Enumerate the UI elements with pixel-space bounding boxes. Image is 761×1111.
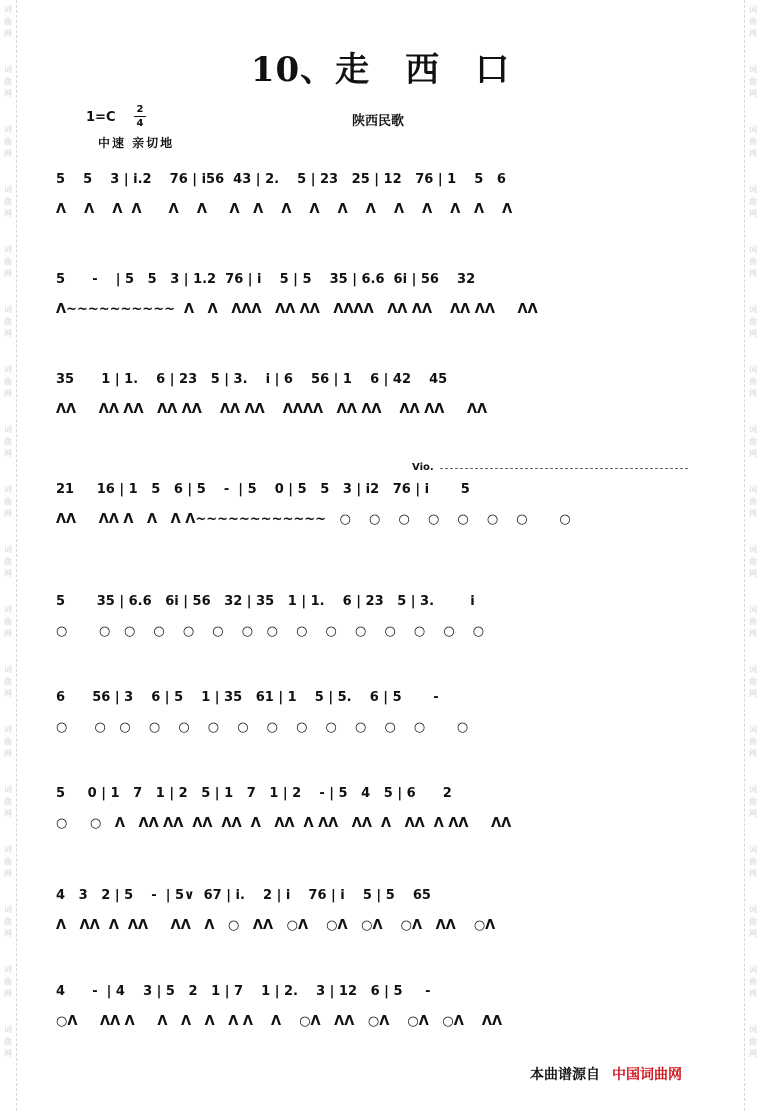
watermark-text: 词 曲 网	[749, 845, 757, 878]
watermark-text: 词 曲 网	[4, 305, 12, 338]
watermark-text: 词 曲 网	[749, 785, 757, 818]
score-system-2	[56, 272, 700, 330]
notes-row: 5 - | 5 5 3 | 1.2 76 | i 5 | 5 35 | 6.6 6i | 56 32	[56, 272, 476, 287]
notes-row: 4 3 2 | 5 - | 5∨ 67 | i. 2 | i 76 | i 5 | 5 65	[56, 888, 431, 903]
score-system-7	[56, 786, 700, 844]
site-link[interactable]: 中国词曲网	[612, 1067, 682, 1083]
watermark-text: 词 曲 网	[749, 425, 757, 458]
right-watermark-strip	[744, 0, 761, 1111]
notes-row: 5 0 | 1 7 1 | 2 5 | 1 7 1 | 2 - | 5 4 5 | 6 2	[56, 786, 452, 801]
watermark-text: 词 曲 网	[749, 965, 757, 998]
left-watermark-strip	[0, 0, 17, 1111]
watermark-text: 词 曲 网	[749, 305, 757, 338]
watermark-text: 词 曲 网	[4, 905, 12, 938]
bowing-row: ΛΛ ΛΛ ΛΛ ΛΛ ΛΛ ΛΛ ΛΛ ΛΛΛΛ ΛΛ ΛΛ ΛΛ ΛΛ ΛΛ	[56, 402, 488, 417]
notes-row: 21 16 | 1 5 6 | 5 - | 5 0 | 5 5 3 | i2 76 | i 5	[56, 482, 470, 497]
notes-row: 6 56 | 3 6 | 5 1 | 35 61 | 1 5 | 5. 6 | 5 -	[56, 690, 439, 705]
watermark-text: 词 曲 网	[4, 665, 12, 698]
meter-top: 2	[136, 104, 144, 115]
watermark-text: 词 曲 网	[4, 5, 12, 38]
bowing-row: Λ~~~~~~~~~~ Λ Λ ΛΛΛ ΛΛ ΛΛ ΛΛΛΛ ΛΛ ΛΛ ΛΛ ΛΛ ΛΛ	[56, 302, 538, 317]
bowing-row: ○ ○ ○ ○ ○ ○ ○ ○ ○ ○ ○ ○ ○ ○ ○	[56, 624, 485, 639]
watermark-text: 词 曲 网	[4, 965, 12, 998]
watermark-text: 词 曲 网	[749, 905, 757, 938]
score-system-8	[56, 888, 700, 946]
watermark-text: 词 曲 网	[4, 425, 12, 458]
score-system-5	[56, 594, 700, 652]
source-footer	[530, 1064, 682, 1084]
bowing-row: Λ ΛΛ Λ ΛΛ ΛΛ Λ ○ ΛΛ ○Λ ○Λ ○Λ ○Λ ΛΛ ○Λ	[56, 918, 496, 933]
bowing-row: Λ Λ Λ Λ Λ Λ Λ Λ Λ Λ Λ Λ Λ Λ Λ Λ Λ	[56, 202, 513, 217]
notes-row: 5 35 | 6.6 6i | 56 32 | 35 1 | 1. 6 | 23 5 | 3. i	[56, 594, 475, 609]
notes-row: 5 5 3 | i.2 76 | i56 43 | 2. 5 | 23 25 | 12 76 | 1 5 6	[56, 172, 506, 187]
watermark-text: 词 曲 网	[4, 485, 12, 518]
page-title: 10、走 西 口	[250, 50, 511, 90]
notes-row: 4 - | 4 3 | 5 2 1 | 7 1 | 2. 3 | 12 6 | 5 -	[56, 984, 431, 999]
watermark-text: 词 曲 网	[749, 545, 757, 578]
watermark-text: 词 曲 网	[749, 5, 757, 38]
watermark-text: 词 曲 网	[749, 485, 757, 518]
watermark-text: 词 曲 网	[4, 65, 12, 98]
watermark-text: 词 曲 网	[749, 1025, 757, 1058]
bowing-row: ΛΛ ΛΛ Λ Λ Λ Λ~~~~~~~~~~~~ ○ ○ ○ ○ ○ ○ ○ ○	[56, 512, 571, 527]
source-label: 本曲谱源自	[530, 1067, 600, 1083]
watermark-text: 词 曲 网	[4, 245, 12, 278]
score-system-9	[56, 984, 700, 1042]
score-system-6	[56, 690, 700, 748]
notes-row: 35 1 | 1. 6 | 23 5 | 3. i | 6 56 | 1 6 | 42 45	[56, 372, 448, 387]
song-origin: 陕西民歌	[352, 114, 405, 129]
key-signature: 1=C	[86, 110, 116, 125]
watermark-text: 词 曲 网	[749, 185, 757, 218]
watermark-text: 词 曲 网	[749, 125, 757, 158]
bowing-row: ○ ○ ○ ○ ○ ○ ○ ○ ○ ○ ○ ○ ○ ○	[56, 720, 469, 735]
watermark-text: 词 曲 网	[4, 845, 12, 878]
watermark-text: 词 曲 网	[4, 365, 12, 398]
watermark-text: 词 曲 网	[4, 185, 12, 218]
watermark-text: 词 曲 网	[749, 245, 757, 278]
watermark-text: 词 曲 网	[4, 725, 12, 758]
watermark-text: 词 曲 网	[749, 365, 757, 398]
watermark-text: 词 曲 网	[749, 665, 757, 698]
watermark-text: 词 曲 网	[4, 605, 12, 638]
bowing-row: ○Λ ΛΛ Λ Λ Λ Λ Λ Λ Λ ○Λ ΛΛ ○Λ ○Λ ○Λ ΛΛ	[56, 1014, 503, 1029]
vio-label: Vio.	[412, 462, 434, 473]
meter-bottom: 4	[136, 118, 144, 129]
time-signature	[134, 104, 146, 129]
watermark-text: 词 曲 网	[4, 785, 12, 818]
bowing-row: ○ ○ Λ ΛΛ ΛΛ ΛΛ ΛΛ Λ ΛΛ Λ ΛΛ ΛΛ Λ ΛΛ Λ ΛΛ ΛΛ	[56, 816, 512, 831]
tempo-marking: 中速 亲切地	[98, 136, 175, 150]
watermark-text: 词 曲 网	[4, 1025, 12, 1058]
vio-extension-line	[440, 468, 688, 469]
watermark-text: 词 曲 网	[4, 125, 12, 158]
watermark-text: 词 曲 网	[749, 65, 757, 98]
score-system-4	[56, 482, 700, 540]
score-system-1	[56, 172, 700, 230]
watermark-text: 词 曲 网	[4, 545, 12, 578]
watermark-text: 词 曲 网	[749, 605, 757, 638]
watermark-text: 词 曲 网	[749, 725, 757, 758]
score-system-3	[56, 372, 700, 430]
meter-divider	[134, 116, 146, 117]
